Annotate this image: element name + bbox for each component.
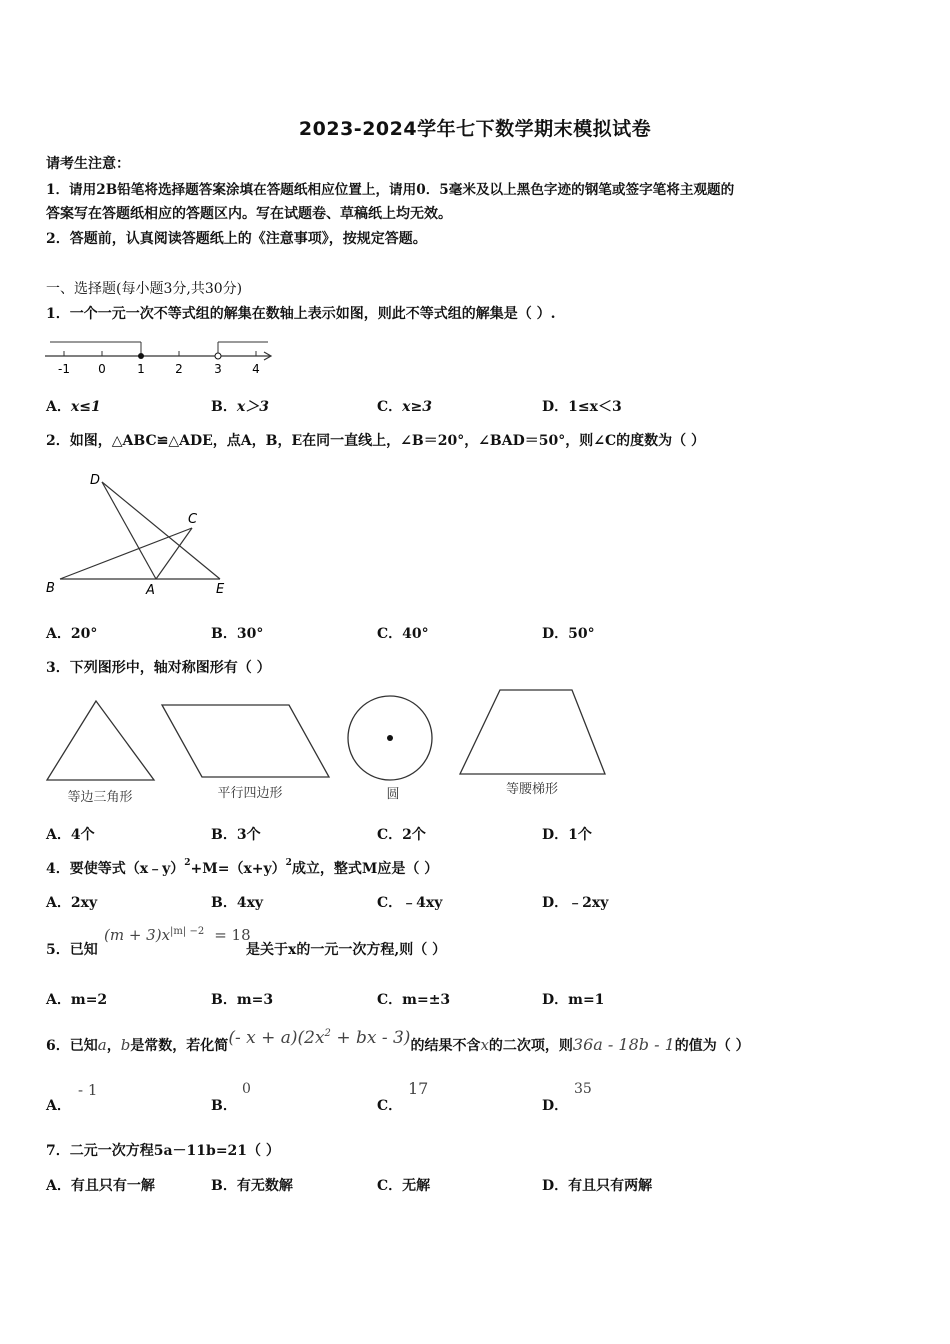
notice-line-1: 1．请用2B铅笔将选择题答案涂填在答题纸相应位置上，请用0．5毫米及以上黑色字迹的钢笔或签字笔将主观题的 [46, 182, 735, 198]
point-label-a: A [146, 583, 155, 598]
tick-label: 0 [98, 362, 106, 376]
q5-option-b: B．m=3 [211, 992, 274, 1008]
q6-option-b-value: 0 [242, 1081, 251, 1097]
q2-option-b: B．30° [211, 626, 264, 642]
q6-option-d-value: 35 [574, 1081, 592, 1097]
shape-label-parallelogram: 平行四边形 [217, 786, 283, 801]
q1-number-line [40, 338, 280, 378]
q5-stem-start: 5．已知 [46, 942, 98, 958]
q4-option-a: A．2xy [46, 895, 98, 911]
q6-option-b: B． [211, 1098, 237, 1114]
q3-shapes-figure [40, 685, 620, 810]
notice-heading: 请考生注意： [46, 156, 130, 172]
q6-option-a: A． [46, 1098, 71, 1114]
q6-expression: (- $x + a)(2x^2$ + bx - 3) [228, 1028, 411, 1048]
q5-option-c: C．m=±3 [377, 992, 451, 1008]
q6-option-c-value: 17 [408, 1079, 429, 1098]
q2-stem: 2．如图，△ABC≌△ADE，点A，B，E在同一直线上，∠B＝20°，∠BAD＝50°，则∠C的度数为（ ） [46, 433, 705, 449]
shape-label-trapezoid: 等腰梯形 [505, 782, 559, 797]
q1-option-a: A．x≤1 [46, 399, 101, 415]
point-label-c: C [188, 512, 198, 527]
tick-label: 3 [214, 362, 222, 376]
q4-stem: 4．要使等式$(x﹣y)^2+M=(x+y)^2$成立，整式M应是（ ） [46, 858, 439, 877]
q5-option-a: A．m=2 [46, 992, 108, 1008]
q3-option-d: D．1个 [542, 827, 592, 843]
point-label-d: D [90, 473, 101, 488]
q3-stem: 3．下列图形中，轴对称图形有（ ） [46, 660, 271, 676]
q7-option-d: D．有且只有两解 [542, 1178, 653, 1194]
q2-option-c: C．40° [377, 626, 429, 642]
tick-label: -1 [58, 362, 70, 376]
q7-option-c: C．无解 [377, 1178, 431, 1194]
q3-option-b: B．3个 [211, 827, 261, 843]
q6-stem: 6．已知a，b是常数，若化简(- $x + a)(2x^2$ + bx - 3)的结果不含x的二次项，则36a - 18b - 1的值为（ ） [46, 1028, 750, 1054]
q1-option-b: B．x＞3 [211, 399, 269, 415]
q7-stem: 7．二元一次方程5a－11b=21（ ） [46, 1143, 280, 1159]
q4-option-d: D．﹣2xy [542, 895, 609, 911]
tick-label: 2 [175, 362, 183, 376]
tick-label: 4 [252, 362, 260, 376]
q3-option-a: A．4个 [46, 827, 95, 843]
point-label-b: B [46, 581, 55, 596]
q5-stem-end: 是关于x的一元一次方程,则（ ） [246, 942, 447, 958]
point-label-e: E [216, 582, 225, 597]
q2-option-a: A．20° [46, 626, 98, 642]
q4-option-c: C．﹣4xy [377, 895, 443, 911]
notice-line-2: 答案写在答题纸相应的答题区内。写在试题卷、草稿纸上均无效。 [46, 206, 452, 222]
page-title: 2023-2024学年七下数学期末模拟试卷 [298, 118, 652, 140]
shape-label-triangle: 等边三角形 [67, 790, 133, 805]
tick-label: 1 [137, 362, 145, 376]
notice-line-3: 2．答题前，认真阅读答题纸上的《注意事项》，按规定答题。 [46, 231, 427, 247]
q6-option-a-value: - 1 [78, 1081, 98, 1099]
q6-option-d: D． [542, 1098, 569, 1114]
q6-option-c: C． [377, 1098, 403, 1114]
section-heading: 一、选择题(每小题3分,共30分) [46, 281, 243, 297]
q1-option-d: D．1≤x＜3 [542, 399, 622, 415]
q1-stem: 1．一个一元一次不等式组的解集在数轴上表示如图，则此不等式组的解集是（ ）. [46, 306, 556, 322]
q5-option-d: D．m=1 [542, 992, 605, 1008]
shape-label-circle: 圆 [386, 787, 400, 802]
q3-option-c: C．2个 [377, 827, 426, 843]
q2-triangle-figure [40, 465, 240, 600]
q2-option-d: D．50° [542, 626, 595, 642]
q5-equation: $(m + 3)x^{|m| -2} = 18$ [104, 926, 251, 944]
q7-option-b: B．有无数解 [211, 1178, 293, 1194]
q1-option-c: C．x≥3 [377, 399, 432, 415]
q4-option-b: B．4xy [211, 895, 264, 911]
q7-option-a: A．有且只有一解 [46, 1178, 155, 1194]
